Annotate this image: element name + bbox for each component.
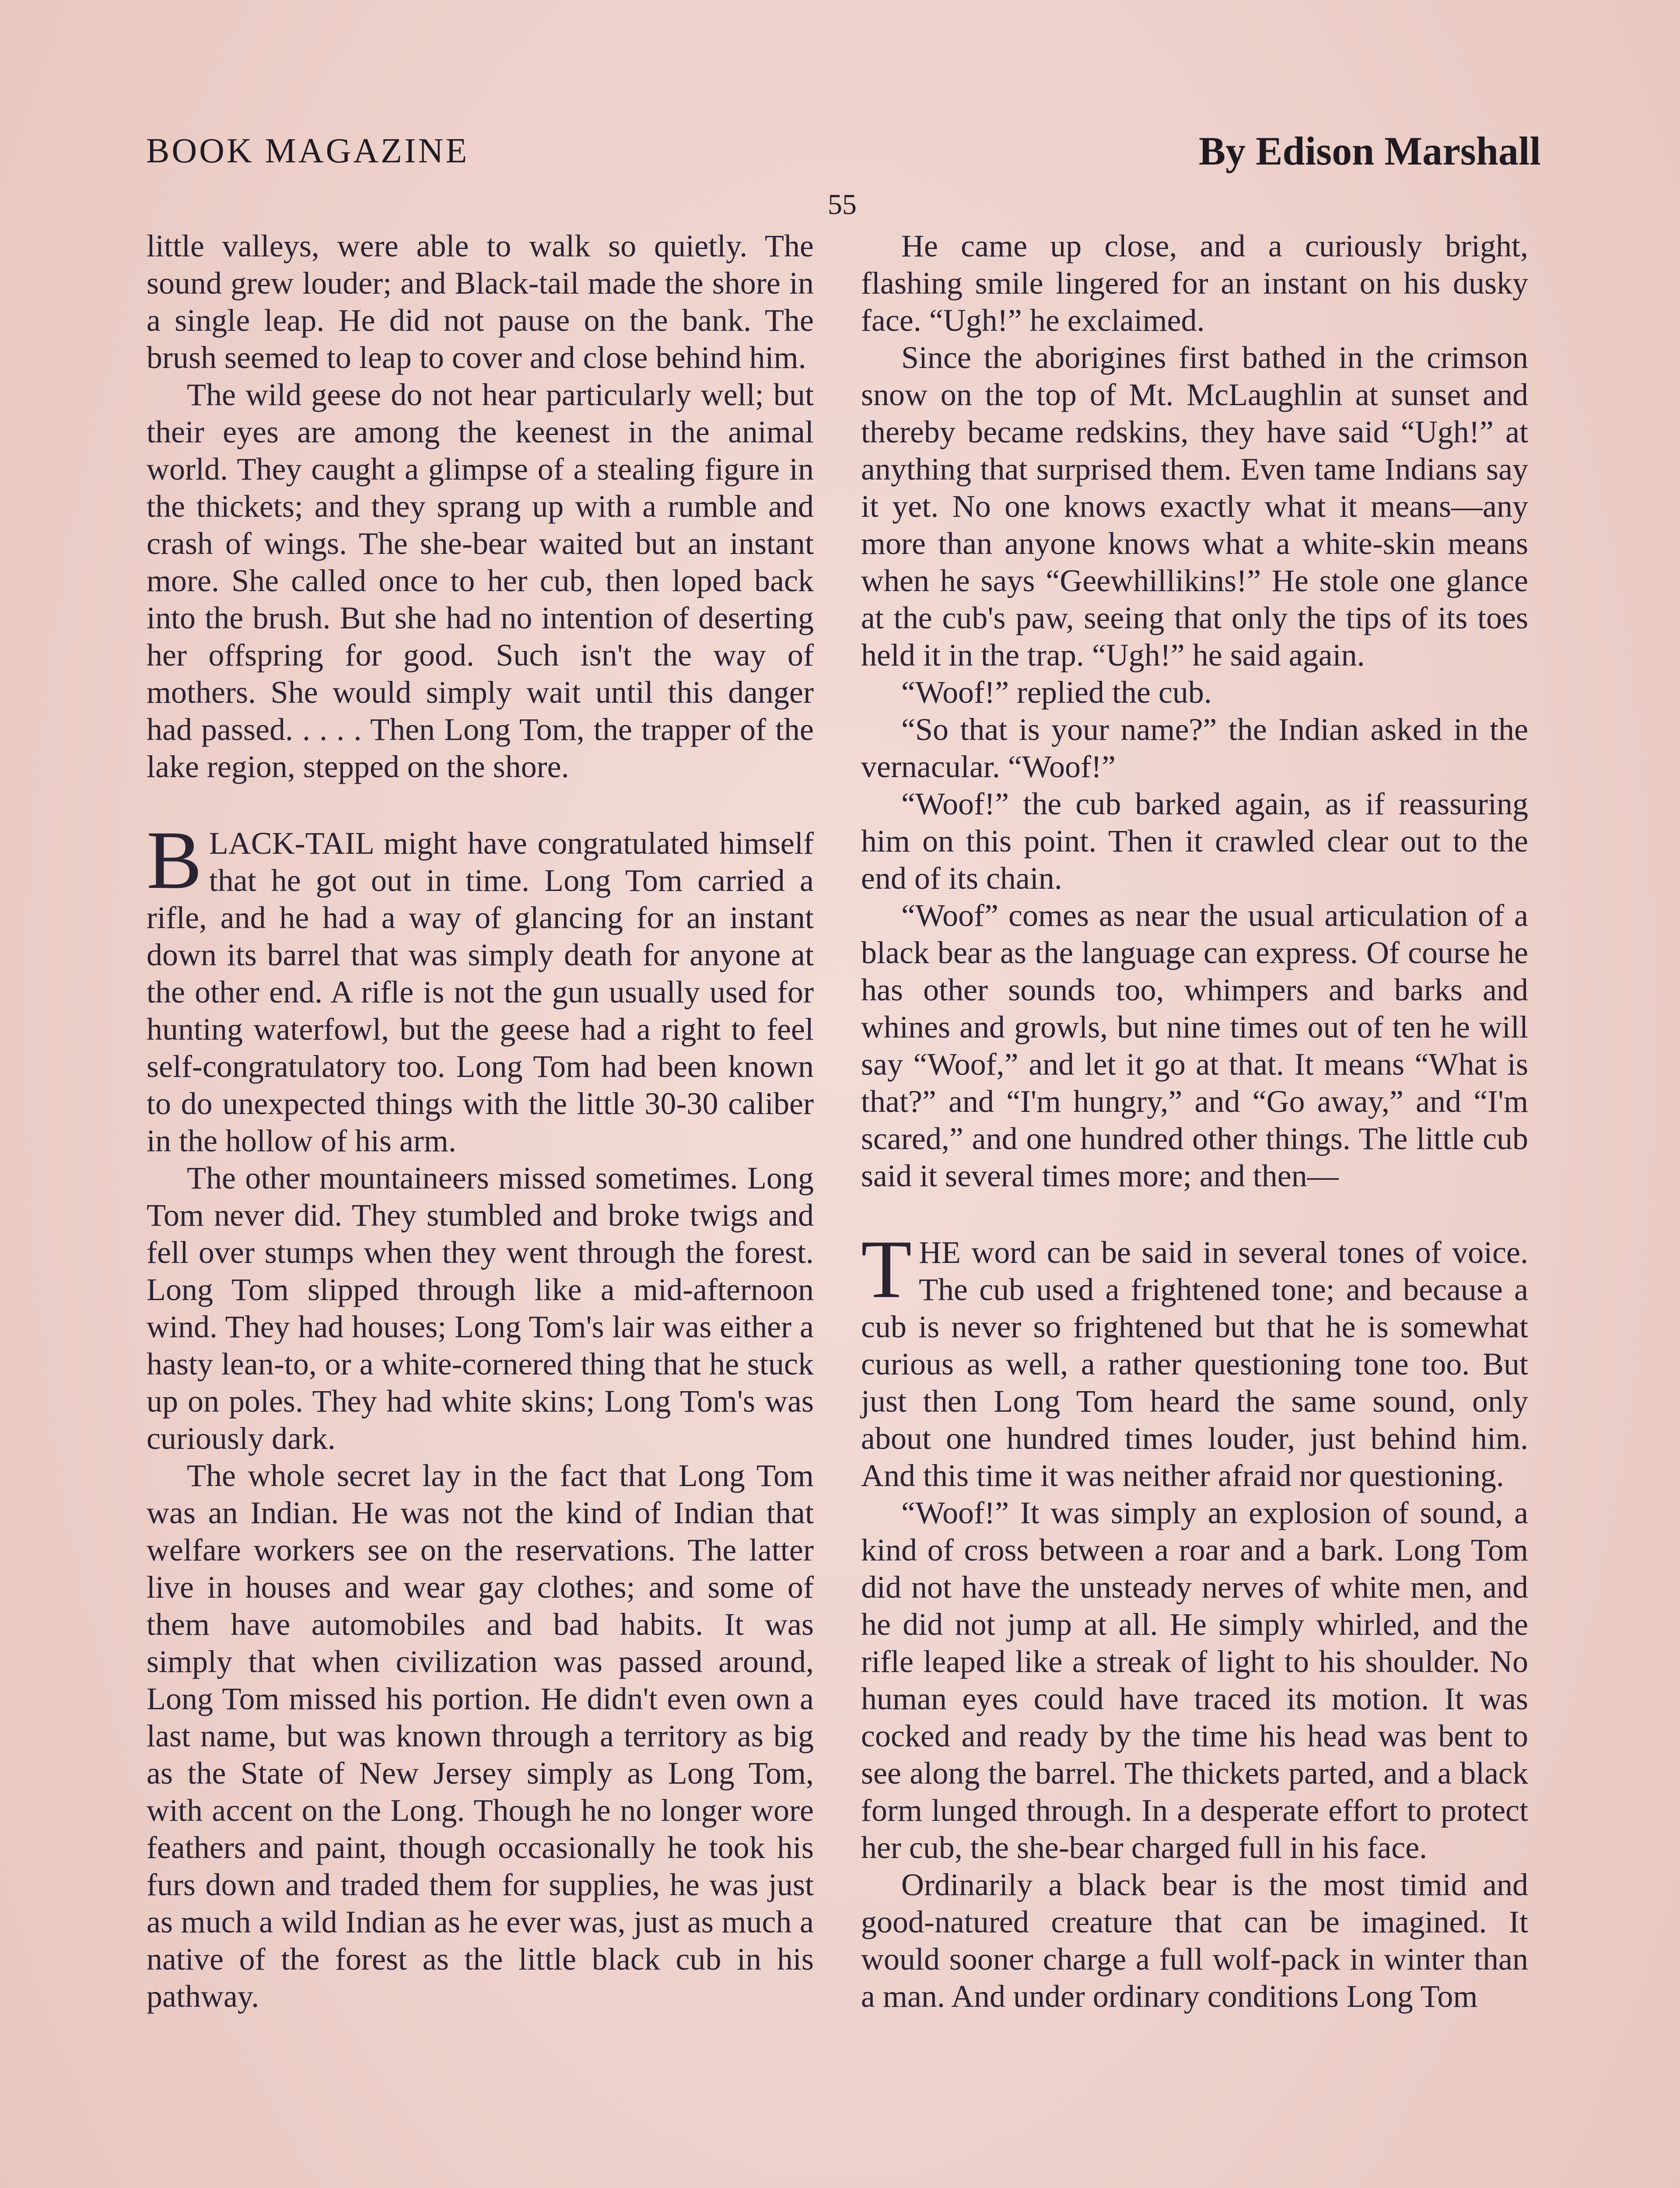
- section-paragraph: [861, 1224, 1528, 1494]
- author-byline: By Edison Marshall: [1198, 129, 1541, 173]
- paragraph: The wild geese do not hear particularly well; but their eyes are among the keenest in the animal world. They caught a glimpse of a stealing figure in the thickets; and they sprang up with a rumble and crash of wings. The she-bear waited but an instant more. She called once to her cub, then loped back into the brush. But she had no intention of deserting her offspring for good. Such isn't the way of mothers. She would simply wait until this danger had passed. . . . . Then Long Tom, the trapper of the lake region, stepped on the shore.: [147, 377, 814, 784]
- paragraph: little valleys, were able to walk so quietly. The sound grew louder; and Black-tail made the shore in a single leap. He did not pause on the bank. The brush seemed to leap to cover and close behind him.: [147, 228, 814, 375]
- paragraph: Ordinarily a black bear is the most timid and good-natured creature that can be imagined. It would sooner charge a full wolf-pack in winter than a man. And under ordinary conditions Long Tom: [861, 1867, 1528, 2014]
- paragraph: “So that is your name?” the Indian asked in the vernacular. “Woof!”: [861, 712, 1528, 784]
- right-column: [861, 228, 1528, 2015]
- drop-cap: T: [861, 1224, 912, 1315]
- paragraph: “Woof” comes as near the usual articulation of a black bear as the language can express. Of course he has other sounds too, whimpers and barks and whines and growls, but nine times out of ten he will say “Woof,” and let it go at that. It means “What is that?” and “I'm hungry,” and “Go away,” and “I'm scared,” and one hundred other things. The little cub said it several times more; and then—: [861, 898, 1528, 1193]
- left-column: [147, 228, 814, 2015]
- paragraph: He came up close, and a curiously bright, flashing smile lingered for an instant on his dusky face. “Ugh!” he exclaimed.: [861, 228, 1528, 338]
- publication-title: BOOK MAGAZINE: [146, 132, 469, 170]
- section-paragraph: [147, 814, 814, 1160]
- paragraph: “Woof!” It was simply an explosion of sound, a kind of cross between a roar and a bark. Long Tom did not have the unsteady nerves of white men, and he did not jump at all. He simply whirled, and the rifle leaped like a streak of light to his shoulder. No human eyes could have traced its motion. It was cocked and ready by the time his head was bent to see along the barrel. The thickets parted, and a black form lunged through. In a desperate effort to protect her cub, the she-bear charged full in his face.: [861, 1495, 1528, 1865]
- page-number: 55: [828, 189, 857, 221]
- paragraph: “Woof!” replied the cub.: [901, 675, 1212, 710]
- paragraph-text: HE word can be said in several tones of voice. The cub used a frightened tone; and because a cub is never so frightened but that he is somewhat curious as well, a rather questioning tone too. But just then Long Tom heard the same sound, only about one hundred times louder, just behind him. And this time it was neither afraid nor questioning.: [861, 1235, 1528, 1493]
- running-header: [0, 131, 1680, 188]
- paragraph: “Woof!” the cub barked again, as if reassuring him on this point. Then it crawled clear out to the end of its chain.: [861, 786, 1528, 896]
- paragraph: Since the aborigines first bathed in the crimson snow on the top of Mt. McLaughlin at sunset and thereby became redskins, they have said “Ugh!” at anything that surprised them. Even tame Indians say it yet. No one knows exactly what it means—any more than anyone knows what a white-skin means when he says “Geewhillikins!” He stole one glance at the cub's paw, seeing that only the tips of its toes held it in the trap. “Ugh!” he said again.: [861, 340, 1528, 673]
- paragraph-text: LACK-TAIL might have congratulated himself that he got out in time. Long Tom carried a rifle, and he had a way of glancing for an instant down its barrel that was simply death for anyone at the other end. A rifle is not the gun usually used for hunting waterfowl, but the geese had a right to feel self-congratulatory too. Long Tom had been known to do unexpected things with the little 30-30 caliber in the hollow of his arm.: [147, 826, 814, 1158]
- paragraph: The other mountaineers missed sometimes. Long Tom never did. They stumbled and broke twigs and fell over stumps when they went through the forest. Long Tom slipped through like a mid-afternoon wind. They had houses; Long Tom's lair was either a hasty lean-to, or a white-cornered thing that he stuck up on poles. They had white skins; Long Tom's was curiously dark.: [147, 1161, 814, 1456]
- paragraph: The whole secret lay in the fact that Long Tom was an Indian. He was not the kind of Indian that welfare workers see on the reservations. The latter live in houses and wear gay clothes; and some of them have automobiles and bad habits. It was simply that when civilization was passed around, Long Tom missed his portion. He didn't even own a last name, but was known through a territory as big as the State of New Jersey simply as Long Tom, with accent on the Long. Though he no longer wore feathers and paint, though occasionally he took his furs down and traded them for supplies, he was just as much a wild Indian as he ever was, just as much a native of the forest as the little black cub in his pathway.: [147, 1458, 814, 2014]
- drop-cap: B: [147, 814, 202, 906]
